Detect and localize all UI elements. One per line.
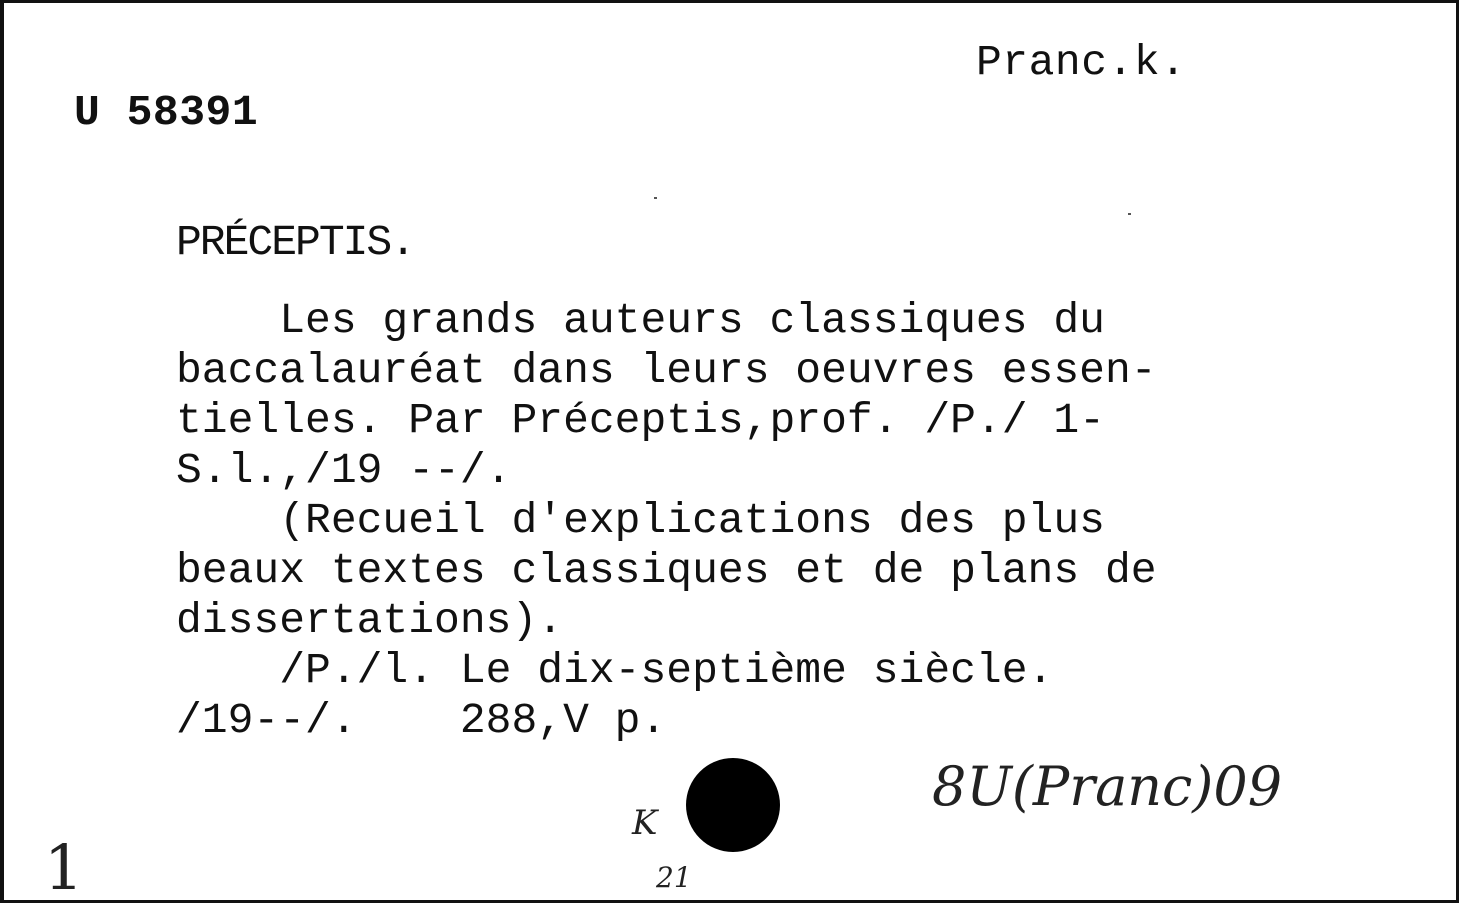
description-line: dissertations). <box>176 596 564 645</box>
description-line: /P./l. Le dix-septième siècle. <box>176 646 1054 695</box>
heading: PRÉCEPTIS. <box>176 218 415 267</box>
punch-hole <box>686 758 780 852</box>
description-line: tielles. Par Préceptis,prof. /P./ 1- <box>176 396 1105 445</box>
handwritten-number: 1 <box>44 831 84 904</box>
scan-speck <box>1128 213 1131 215</box>
handwritten-shelfmark: 8U(Pranc)09 <box>932 755 1283 818</box>
description-line: (Recueil d'explications des plus <box>176 496 1105 545</box>
handwritten-k: K <box>632 803 658 843</box>
description-line: Les grands auteurs classiques du <box>176 296 1105 345</box>
handwritten-small-number: 21 <box>656 861 692 894</box>
description-line: baccalauréat dans leurs oeuvres essen- <box>176 346 1157 395</box>
description-line: S.l.,/19 --/. <box>176 446 512 495</box>
location-code: Pranc.k. <box>976 38 1187 87</box>
scan-speck <box>654 197 657 199</box>
description-line: beaux textes classiques et de plans de <box>176 546 1157 595</box>
description-line: /19--/. 288,V p. <box>176 696 667 745</box>
call-number: U 58391 <box>74 88 259 137</box>
